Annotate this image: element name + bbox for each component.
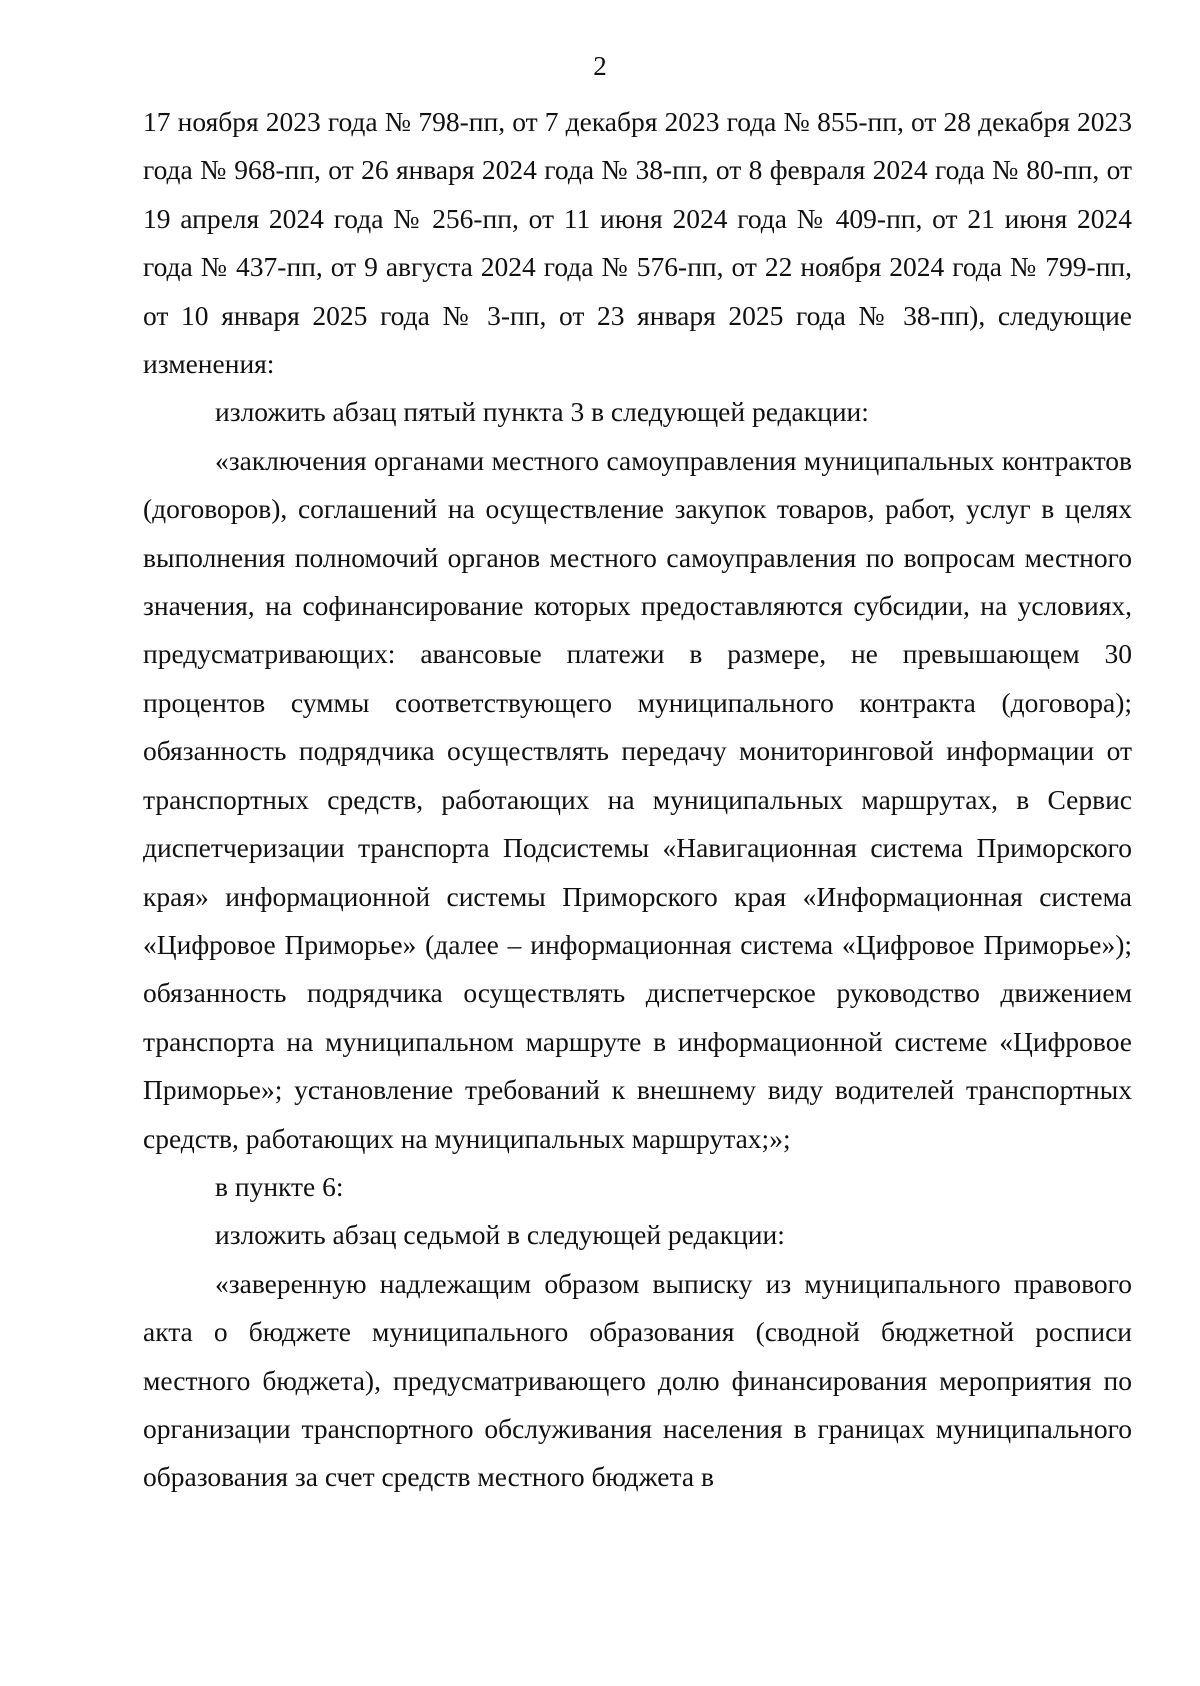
paragraph-new-text-point-6: «заверенную надлежащим образом выписку из муниципального правового акта о бюджете муниципального образования (сводной бюджетной росписи местного бюджета), предусматривающего долю финансирования мероприятия по организации транспортного обслуживания населения в границах муниципального образования за счет средств местного бюджета в <box>143 1267 1132 1493</box>
paragraph-point-6-heading: в пункте 6: <box>215 1170 344 1202</box>
paragraph-instruction-point-6: изложить абзац седьмой в следующей редакции: <box>215 1219 785 1251</box>
page-number: 2 <box>593 51 607 81</box>
paragraph-new-text-point-3: «заключения органами местного самоуправления муниципальных контрактов (договоров), соглашений на осуществление закупок товаров, работ, услуг в целях выполнения полномочий органов местного самоуправления по вопросам местного значения, на софинансирование которых предоставляются субсидии, на условиях, предусматривающих: авансовые платежи в размере, не превышающем 30 процентов суммы соответствующего муниципального контракта (договора); обязанность подрядчика осуществлять передачу мониторинговой информации от транспортных средств, работающих на муниципальных маршрутах, в Сервис диспетчеризации транспорта Подсистемы «Навигационная система Приморского края» информационной системы Приморского края «Информационная система «Цифровое Приморье» (далее – информационная система «Цифровое Приморье»); обязанность подрядчика осуществлять диспетчерское руководство движением транспорта на муниципальном маршруте в информационной системе «Цифровое Приморье»; установление требований к внешнему виду водителей транспортных средств, работающих на муниципальных маршрутах;»; <box>143 444 1132 1154</box>
paragraph-instruction-point-3: изложить абзац пятый пункта 3 в следующей редакции: <box>215 396 869 428</box>
paragraph-amendment-list: 17 ноября 2023 года № 798-пп, от 7 декабря 2023 года № 855-пп, от 28 декабря 2023 года № 968-пп, от 26 января 2024 года № 38-пп, от 8 февраля 2024 года № 80-пп, от 19 апреля 2024 года № 256-пп, от 11 июня 2024 года № 409-пп, от 21 июня 2024 года № 437-пп, от 9 августа 2024 года № 576-пп, от 22 ноября 2024 года № 799-пп, от 10 января 2025 года № 3-пп, от 23 января 2025 года № 38-пп), следующие изменения: <box>143 106 1132 380</box>
document-body <box>143 98 1132 1502</box>
